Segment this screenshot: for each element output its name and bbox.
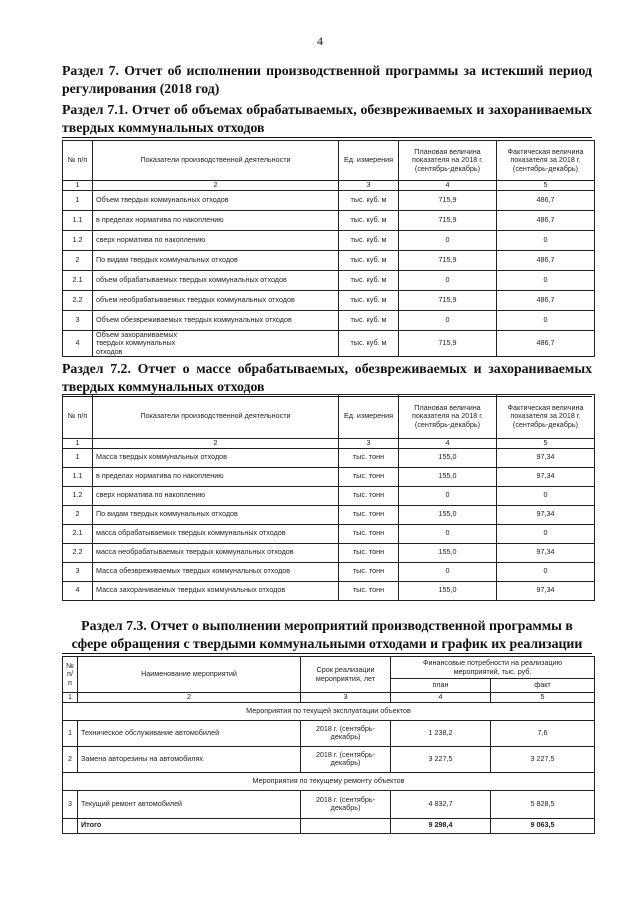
- header-plan: Плановая величина показателя на 2018 г. (сентябрь-декабрь): [399, 141, 497, 181]
- table-row: [63, 581, 595, 600]
- col-number: 5: [497, 439, 595, 449]
- row-num: 2.2: [63, 543, 93, 562]
- row-unit: тыс. куб. м: [339, 230, 399, 250]
- row-num: 4: [63, 330, 93, 357]
- row-fact: 7,6: [491, 720, 595, 746]
- row-unit: тыс. куб. м: [339, 250, 399, 270]
- table-row: [63, 210, 595, 230]
- row-fact: 0: [497, 230, 595, 250]
- col-number: 4: [399, 181, 497, 191]
- row-plan: 715,9: [399, 330, 497, 357]
- header-plan: план: [391, 679, 491, 693]
- row-plan: 155,0: [399, 467, 497, 486]
- row-plan: 155,0: [399, 581, 497, 600]
- row-unit: тыс. тонн: [339, 562, 399, 581]
- col-number: 4: [399, 439, 497, 449]
- row-num: 3: [63, 790, 78, 818]
- header-unit: Ед. измерения: [339, 141, 399, 181]
- table-row: [63, 818, 595, 833]
- row-name: в пределах норматива по накоплению: [93, 467, 339, 486]
- row-name: Техническое обслуживание автомобилей: [78, 720, 301, 746]
- row-fact: 0: [497, 562, 595, 581]
- col-number: 3: [301, 693, 391, 703]
- header-num: № п/п: [63, 141, 93, 181]
- row-plan: 0: [399, 270, 497, 290]
- table-7-3: [62, 656, 595, 834]
- col-number: 2: [78, 693, 301, 703]
- row-unit: тыс. тонн: [339, 467, 399, 486]
- row-name: масса необрабатываемых твердых коммунальных отходов: [93, 543, 339, 562]
- row-plan: 155,0: [399, 543, 497, 562]
- row-fact: 486,7: [497, 250, 595, 270]
- row-unit: тыс. тонн: [339, 486, 399, 505]
- row-period: 2018 г. (сентябрь-декабрь): [301, 746, 391, 772]
- table-row: [63, 562, 595, 581]
- row-name: Объем захораниваемых твердых коммунальных отходов: [93, 330, 339, 357]
- row-name: По видам твердых коммунальных отходов: [93, 250, 339, 270]
- row-fact: 0: [497, 310, 595, 330]
- row-name: в пределах норматива по накоплению: [93, 210, 339, 230]
- row-plan: 715,9: [399, 250, 497, 270]
- row-name: Замена авторезины на автомобилях: [78, 746, 301, 772]
- col-number: 2: [93, 439, 339, 449]
- row-name: сверх норматива по накоплению: [93, 486, 339, 505]
- table-row: [63, 250, 595, 270]
- row-unit: тыс. тонн: [339, 448, 399, 467]
- table-row: [63, 290, 595, 310]
- row-num: 1.1: [63, 467, 93, 486]
- group-heading: Мероприятия по текущему ремонту объектов: [63, 772, 595, 790]
- row-fact: 486,7: [497, 290, 595, 310]
- row-num: 1.2: [63, 230, 93, 250]
- row-name: объем обрабатываемых твердых коммунальных отходов: [93, 270, 339, 290]
- row-name: Масса захораниваемых твердых коммунальных отходов: [93, 581, 339, 600]
- table-row: [63, 190, 595, 210]
- group-heading: Мероприятия по текущей эксплуатации объектов: [63, 702, 595, 720]
- row-fact: 97,34: [497, 467, 595, 486]
- col-number: 5: [497, 181, 595, 191]
- header-name: Наименование мероприятий: [78, 657, 301, 693]
- row-unit: тыс. тонн: [339, 581, 399, 600]
- table-row: [63, 720, 595, 746]
- row-plan: 0: [399, 486, 497, 505]
- row-plan: 715,9: [399, 190, 497, 210]
- table-row: [63, 270, 595, 290]
- row-plan: 3 227,5: [391, 746, 491, 772]
- col-number: 2: [93, 181, 339, 191]
- section-7-title: Раздел 7. Отчет об исполнении производственной программы за истекший период регулирования (2018 год): [62, 63, 592, 96]
- row-plan: 1 238,2: [391, 720, 491, 746]
- row-unit: тыс. куб. м: [339, 190, 399, 210]
- header-indicator: Показатели производственной деятельности: [93, 141, 339, 181]
- header-period: Срок реализации мероприятия, лет: [301, 657, 391, 693]
- row-fact: 0: [497, 270, 595, 290]
- header-finance: Финансовые потребности на реализацию мероприятий, тыс. руб.: [391, 657, 595, 679]
- table-row: [63, 486, 595, 505]
- row-name: Текущий ремонт автомобилей: [78, 790, 301, 818]
- total-fact: 9 063,5: [491, 818, 595, 833]
- row-name: масса обрабатываемых твердых коммунальных отходов: [93, 524, 339, 543]
- row-plan: 715,9: [399, 290, 497, 310]
- row-fact: 486,7: [497, 210, 595, 230]
- row-num: 3: [63, 562, 93, 581]
- table-row: [63, 543, 595, 562]
- row-name: Масса твердых коммунальных отходов: [93, 448, 339, 467]
- row-num: 3: [63, 310, 93, 330]
- total-label: Итого: [78, 818, 301, 833]
- page-number: 4: [317, 34, 323, 48]
- row-unit: тыс. куб. м: [339, 310, 399, 330]
- row-fact: 0: [497, 486, 595, 505]
- row-num: 2: [63, 505, 93, 524]
- row-num: 1.2: [63, 486, 93, 505]
- row-unit: тыс. тонн: [339, 543, 399, 562]
- row-fact: 5 828,5: [491, 790, 595, 818]
- row-fact: 97,34: [497, 505, 595, 524]
- col-number: 3: [339, 181, 399, 191]
- row-fact: 0: [497, 524, 595, 543]
- col-number: 1: [63, 439, 93, 449]
- row-fact: 97,34: [497, 448, 595, 467]
- row-num: 1: [63, 448, 93, 467]
- row-fact: 486,7: [497, 330, 595, 357]
- row-plan: 0: [399, 562, 497, 581]
- header-num: № п/ п: [63, 657, 78, 693]
- row-plan: 0: [399, 230, 497, 250]
- header-fact: Фактическая величина показателя за 2018 г. (сентябрь-декабрь): [497, 395, 595, 439]
- col-number: 1: [63, 181, 93, 191]
- table-row: [63, 310, 595, 330]
- row-num: 2: [63, 250, 93, 270]
- row-fact: 97,34: [497, 581, 595, 600]
- row-period: 2018 г. (сентябрь-декабрь): [301, 720, 391, 746]
- row-unit: тыс. куб. м: [339, 270, 399, 290]
- table-row: [63, 467, 595, 486]
- row-num: 1: [63, 720, 78, 746]
- row-fact: 486,7: [497, 190, 595, 210]
- table-row: [63, 505, 595, 524]
- table-7-2: [62, 394, 595, 601]
- row-num: 2.2: [63, 290, 93, 310]
- row-plan: 0: [399, 310, 497, 330]
- row-num: 1.1: [63, 210, 93, 230]
- row-num: 4: [63, 581, 93, 600]
- table-row: [63, 746, 595, 772]
- row-fact: 97,34: [497, 543, 595, 562]
- total-plan: 9 298,4: [391, 818, 491, 833]
- row-num: 2: [63, 746, 78, 772]
- table-row: [63, 330, 595, 357]
- section-7-2-title: Раздел 7.2. Отчет о массе обрабатываемых, обезвреживаемых и захораниваемых твердых коммунальных отходов: [62, 360, 592, 397]
- section-7-1-title: Раздел 7.1. Отчет об объемах обрабатываемых, обезвреживаемых и захораниваемых твердых коммунальных отходов: [62, 101, 592, 138]
- header-indicator: Показатели производственной деятельности: [93, 395, 339, 439]
- row-plan: 715,9: [399, 210, 497, 230]
- header-fact: факт: [491, 679, 595, 693]
- col-number: 4: [391, 693, 491, 703]
- table-row: [63, 524, 595, 543]
- col-number: 1: [63, 693, 78, 703]
- table-row: [63, 790, 595, 818]
- row-num: 1: [63, 190, 93, 210]
- section-7-3-title: Раздел 7.3. Отчет о выполнении мероприятий производственной программы в сфере обращения с твердыми коммунальными отходами и график их реализации: [62, 617, 592, 654]
- header-num: № п/п: [63, 395, 93, 439]
- table-row: [63, 448, 595, 467]
- row-name: По видам твердых коммунальных отходов: [93, 505, 339, 524]
- row-unit: тыс. куб. м: [339, 290, 399, 310]
- row-unit: тыс. тонн: [339, 524, 399, 543]
- table-7-1: [62, 140, 595, 357]
- row-num: 2.1: [63, 270, 93, 290]
- row-plan: 155,0: [399, 448, 497, 467]
- row-name: объем необрабатываемых твердых коммунальных отходов: [93, 290, 339, 310]
- col-number: 3: [339, 439, 399, 449]
- header-fact: Фактическая величина показателя за 2018 г. (сентябрь-декабрь): [497, 141, 595, 181]
- header-plan: Плановая величина показателя на 2018 г. (сентябрь-декабрь): [399, 395, 497, 439]
- table-row: [63, 230, 595, 250]
- row-name: сверх норматива по накоплению: [93, 230, 339, 250]
- row-name: Масса обезвреживаемых твердых коммунальных отходов: [93, 562, 339, 581]
- row-plan: 155,0: [399, 505, 497, 524]
- header-unit: Ед. измерения: [339, 395, 399, 439]
- row-name: Объем обезвреживаемых твердых коммунальных отходов: [93, 310, 339, 330]
- row-unit: тыс. куб. м: [339, 330, 399, 357]
- row-plan: 4 832,7: [391, 790, 491, 818]
- row-fact: 3 227,5: [491, 746, 595, 772]
- col-number: 5: [491, 693, 595, 703]
- row-unit: тыс. куб. м: [339, 210, 399, 230]
- row-plan: 0: [399, 524, 497, 543]
- row-name: Объем твердых коммунальных отходов: [93, 190, 339, 210]
- row-num: 2.1: [63, 524, 93, 543]
- row-unit: тыс. тонн: [339, 505, 399, 524]
- row-period: 2018 г. (сентябрь-декабрь): [301, 790, 391, 818]
